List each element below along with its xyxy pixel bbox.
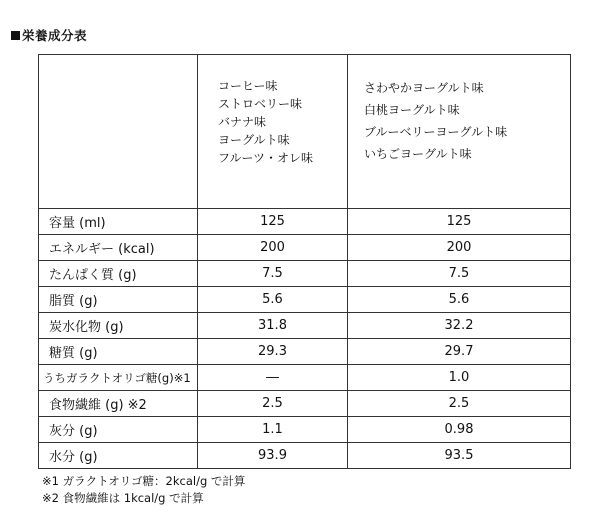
group-2-value: 0.98 bbox=[348, 417, 571, 443]
group-1-value: 200 bbox=[198, 235, 348, 261]
table-row bbox=[39, 417, 571, 443]
flavor-name: フルーツ・オレ味 bbox=[218, 151, 314, 165]
table-row bbox=[39, 365, 571, 391]
group-1-value: 93.9 bbox=[198, 443, 348, 469]
group-2-value: 32.2 bbox=[348, 313, 571, 339]
flavor-group-1-cell bbox=[198, 55, 348, 209]
group-2-value: 200 bbox=[348, 235, 571, 261]
flavor-name: ストロベリー味 bbox=[218, 97, 303, 111]
table-header-row bbox=[39, 55, 571, 209]
group-1-value: 7.5 bbox=[198, 261, 348, 287]
footnotes bbox=[42, 473, 245, 507]
section-heading bbox=[11, 26, 87, 44]
group-1-value: 125 bbox=[198, 209, 348, 235]
group-2-value: 125 bbox=[348, 209, 571, 235]
row-label: 糖質 (g) bbox=[39, 339, 198, 365]
row-label: 容量 (ml) bbox=[39, 209, 198, 235]
table-row bbox=[39, 443, 571, 469]
flavor-name: いちごヨーグルト味 bbox=[364, 147, 472, 161]
row-label: 食物繊維 (g) ※2 bbox=[39, 391, 198, 417]
table-row bbox=[39, 261, 571, 287]
row-label: エネルギー (kcal) bbox=[39, 235, 198, 261]
group-2-value: 7.5 bbox=[348, 261, 571, 287]
flavor-name: コーヒー味 bbox=[218, 79, 278, 93]
nutrition-table bbox=[38, 54, 571, 469]
group-2-value: 5.6 bbox=[348, 287, 571, 313]
flavor-name: さわやかヨーグルト味 bbox=[364, 81, 484, 95]
row-label: 灰分 (g) bbox=[39, 417, 198, 443]
flavor-name: 白桃ヨーグルト味 bbox=[364, 103, 460, 117]
table-row bbox=[39, 287, 571, 313]
row-label: たんぱく質 (g) bbox=[39, 261, 198, 287]
row-label: 水分 (g) bbox=[39, 443, 198, 469]
flavor-name: バナナ味 bbox=[218, 115, 267, 129]
flavor-group-2-cell bbox=[348, 55, 571, 209]
empty-header-cell bbox=[39, 55, 198, 209]
table-row bbox=[39, 391, 571, 417]
group-1-value: 29.3 bbox=[198, 339, 348, 365]
flavor-name: ブルーベリーヨーグルト味 bbox=[364, 125, 508, 139]
section-heading-text: 栄養成分表 bbox=[22, 28, 88, 43]
group-1-value: ― bbox=[198, 365, 348, 391]
footnote: ※1 ガラクトオリゴ糖：2kcal/g で計算 bbox=[42, 474, 246, 488]
table-row bbox=[39, 235, 571, 261]
table-row bbox=[39, 339, 571, 365]
group-1-value: 2.5 bbox=[198, 391, 348, 417]
table-row bbox=[39, 313, 571, 339]
footnote: ※2 食物繊維は 1kcal/g で計算 bbox=[42, 491, 204, 505]
row-label: 炭水化物 (g) bbox=[39, 313, 198, 339]
flavor-name: ヨーグルト味 bbox=[218, 133, 290, 147]
group-1-value: 5.6 bbox=[198, 287, 348, 313]
group-1-value: 1.1 bbox=[198, 417, 348, 443]
row-label: 脂質 (g) bbox=[39, 287, 198, 313]
row-label: うちガラクトオリゴ糖(g)※1 bbox=[39, 365, 198, 391]
group-2-value: 93.5 bbox=[348, 443, 571, 469]
table-row bbox=[39, 209, 571, 235]
group-1-value: 31.8 bbox=[198, 313, 348, 339]
square-bullet-icon bbox=[11, 31, 20, 40]
group-2-value: 1.0 bbox=[348, 365, 571, 391]
group-2-value: 2.5 bbox=[348, 391, 571, 417]
group-2-value: 29.7 bbox=[348, 339, 571, 365]
